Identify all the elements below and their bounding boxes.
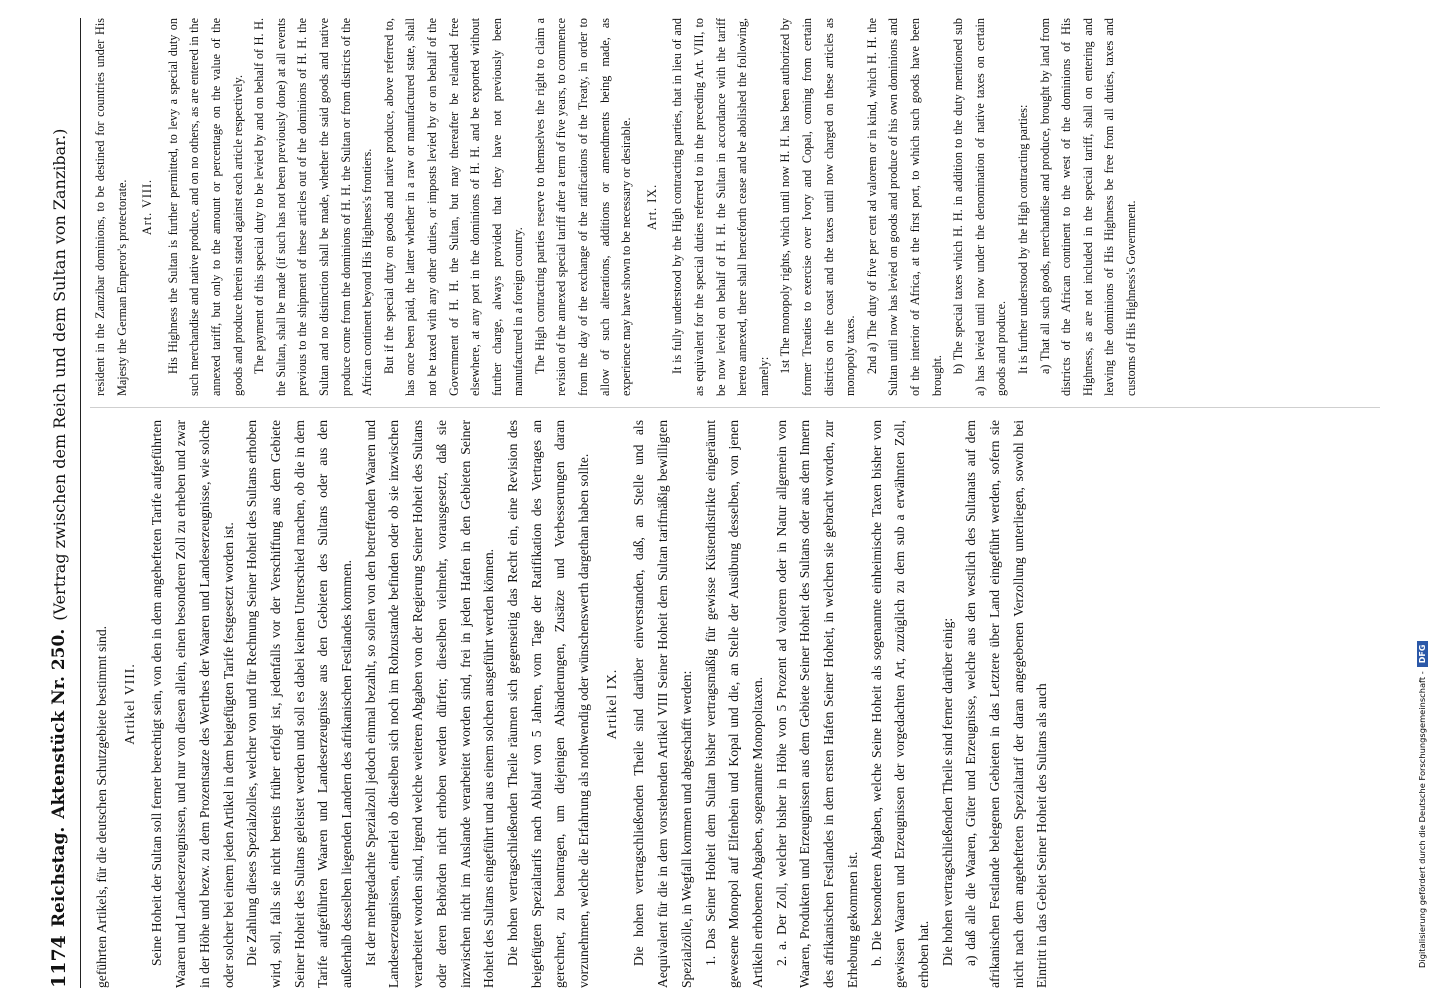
english-paragraph: It is fully understood by the High contracting parties, that in lieu of and as equivalent for the special duties referred to in the preceding Art. VIII, to be now levied on behalf of H. H. the Sultan in accordance with the tariff hereto annexed, there shall henceforth cease and be abolished the following, namely: bbox=[670, 18, 771, 396]
page-number: 1174 bbox=[48, 935, 70, 988]
german-paragraph: 1. Das Seiner Hoheit dem Sultan bisher vertragsmäßig für gewisse Küstendistrikte eingeräumt gewesene Monopol auf Elfenbein und Kopal und die, an Stelle der Ausübung desselben, von jenen Artikeln erhobenen Abgaben, sogenannte Monopoltaxen. bbox=[702, 420, 765, 988]
german-paragraph: Die Zahlung dieses Spezialzolles, welcher von und für Rechnung Seiner Hoheit des Sultans erhoben wird, soll, falls sie nicht bereits früher erfolgt ist, jedenfalls vor der Verschiffung aus dem Gebiete Seiner Hoheit des Sultans geleistet werden und soll es dabei keinen Unterschied machen, ob die in dem Tarife aufgeführten Waaren und Landeserzeugnisse aus den Gebieten des Sultans oder aus den außerhalb desselben liegenden Landern des afrikanischen Festlandes kommen. bbox=[244, 420, 355, 988]
dfg-logo: DFG bbox=[1417, 641, 1428, 668]
german-paragraph: Die hohen vertragschließenden Theile sind darüber einverstanden, daß, an Stelle und als Aequivalent für die in dem vorstehenden Artikel VIII Seiner Hoheit dem Sultan tarifmäßig bewilligten Spezialzölle, in Wegfall kommen und abgeschafft werden: bbox=[631, 420, 694, 988]
page-header bbox=[42, 18, 76, 988]
english-paragraph: But if the special duty on goods and native produce, above referred to, has once been paid, the latter whether in a raw or manufactured state, shall not be taxed with any other duties, or imposts levied by or on behalf of the Government of H. H. the Sultan, but may thereafter be relanded free elsewhere, at any port in the dominions of H. H. and be exported without further charge, always provided that they have not previously been manufactured in a foreign country. bbox=[381, 18, 526, 396]
german-article-heading: Artikel IX. bbox=[603, 668, 619, 740]
english-paragraph: His Highness the Sultan is further permitted, to levy a special duty on such merchandise and native produce, and on no others, as are entered in the annexed tariff, but only to the amount or percentage on the value of the goods and produce therein stated against each article respectively. bbox=[165, 18, 245, 396]
digitization-note: Digitalisierung gefördert durch die Deutsche Forschungsgemeinschaft - bbox=[1417, 671, 1427, 968]
english-paragraph: The payment of this special duty to be levied by and on behalf of H. H. the Sultan, shall be made (if such has not been previously done) at all events previous to the shipment of these articles out of the dominions of H. H. the Sultan and no distinction shall be made, whether the said goods and native produce come from the dominions of H. H. the Sultan or from districts of the African continent beyond His Highness's frontiers. bbox=[252, 18, 375, 396]
english-paragraph: resident in the Zanzibar dominions, to be destined for countries under His Majesty the German Emperor's protectorate. bbox=[93, 18, 129, 396]
column-divider bbox=[90, 407, 1380, 408]
german-paragraph: Seine Hoheit der Sultan soll ferner berechtigt sein, von den in dem angehefteten Tarife aufgeführten Waaren und Landeserzeugnissen, und nur von diesen allein, einen besonderen Zoll zu erheben und zwar in der Höhe und bezw. zu dem Prozentsatze des Werthes der Waaren und Landeserzeugnisse, wie solche oder solcher bei einem jeden Artikel in dem beigefügten Tarife festgesetzt worden ist. bbox=[149, 420, 236, 988]
german-paragraph: Die hohen vertragschließenden Theile sind ferner darüber einig: bbox=[939, 617, 955, 966]
english-paragraph: 1st The monopoly rights, which until now H. H. has been authorized by former Treaties to exercise over Ivory and Copal, coming from certain districts on the coast and the taxes until now charged on these articles as monopoly taxes. bbox=[778, 18, 858, 396]
english-paragraph: The High contracting parties reserve to themselves the right to claim a revision of the annexed special tariff after a term of five years, to commence from the day of the exchange of the ratifications of the Treaty, in order to allow of such alterations, additions or amendments being made, as experience may have shown to be necessary or desirable. bbox=[532, 18, 634, 396]
english-column bbox=[90, 18, 1390, 396]
digitization-sidebar bbox=[1416, 8, 1428, 968]
german-paragraph: a) daß alle die Waaren, Güter und Erzeugnisse, welche aus den westlich des Sultanats auf dem afrikanischen Festlande belegenen Gebieten in das Letztere über Land eingeführt werden, sofern sie nicht nach dem angehefteten Spezialtarif der daran angegebenen Verzollung unterliegen, sowohl bei Eintritt in das Gebiet Seiner Hoheit des Sultans als auch bbox=[963, 420, 1050, 988]
english-paragraph: b) The special taxes which H. H. in addition to the duty mentioned sub a) has levied until now under the denomination of native taxes on certain goods and produce. bbox=[951, 18, 1009, 396]
english-paragraph: It is further understood by the High contracting parties: bbox=[1015, 104, 1030, 374]
german-paragraph: Ist der mehrgedachte Spezialzoll jedoch einmal bezahlt, so sollen von den betreffenden Waaren und Landeserzeugnissen, einerlei ob dieselben sich noch im Rohzustande befinden oder ob sie inzwischen verarbeitet worden sind, irgend welche weiteren Abgaben von der Regierung Seiner Hoheit des Sultans oder deren Behörden nicht erhoben werden dürfen; dieselben vielmehr, vorausgesetzt, daß sie inzwischen nicht im Auslande verarbeitet worden sind, frei in jeden Hafen in den Gebieten Seiner Hoheit des Sultans eingeführt und aus einem solchen ausgeführt werden können. bbox=[362, 420, 497, 988]
german-paragraph: geführten Artikels, für die deutschen Schutzgebiete bestimmt sind. bbox=[94, 625, 109, 988]
german-article-heading: Artikel VIII. bbox=[121, 663, 137, 745]
german-paragraph: 2. a. Der Zoll, welcher bisher in Höhe von 5 Prozent ad valorem oder in Natur allgemein von Waaren, Produkten und Erzeugnissen aus dem Gebiete Seiner Hoheit des Sultans oder aus dem Innern des afrikanischen Festlandes in dem ersten Hafen Seiner Hoheit, in welchen sie gebracht worden, zur Erhebung gekommen ist. bbox=[773, 420, 860, 988]
section-title: Reichstag. bbox=[49, 826, 69, 928]
english-article-heading: Art. VIII. bbox=[140, 178, 155, 236]
german-paragraph: Die hohen vertragschließenden Theile räumen sich gegenseitig das Recht ein, eine Revision des beigefügten Spezialtarifs nach Ablauf von 5 Jahren, vom Tage der Ratifikation des Vertrages an gerechnet, zu beantragen, um diejenigen Abänderungen, Zusätze und Verbesserungen daran vorzunehmen, welche die Erfahrung als nothwendig oder wünschenswerth dargethan haben sollte. bbox=[504, 420, 592, 988]
german-column bbox=[90, 420, 1390, 988]
header-rule bbox=[80, 18, 81, 988]
english-paragraph: a) That all such goods, merchandise and produce, brought by land from districts of the African continent to the west of the dominions of His Highness, as are not included in the special tariff, shall on entering and leaving the dominions of His Highness be free from all duties, taxes and customs of His Highness's Government. bbox=[1037, 18, 1138, 396]
english-paragraph: 2nd a) The duty of five per cent ad valorem or in kind, which H. H. the Sultan until now has levied on goods and produce of his own dominions and of the interior of Africa, at the first port, to which such goods have been brought. bbox=[864, 18, 944, 396]
english-article-heading: Art. IX. bbox=[644, 183, 659, 231]
document-reference: Aktenstück Nr. 250. bbox=[49, 628, 69, 819]
running-title: (Vertrag zwischen dem Reich und dem Sultan von Zanzibar.) bbox=[49, 128, 69, 621]
digitization-note-strip bbox=[1416, 8, 1428, 968]
page-content bbox=[28, 18, 1398, 988]
german-paragraph: b. Die besonderen Abgaben, welche Seine Hoheit als sogenannte einheimische Taxen bisher von gewissen Waaren und Erzeugnissen der vorgedachten Art, zuzüglich zu dem sub a erwähnten Zoll, erhoben hat. bbox=[868, 420, 931, 988]
